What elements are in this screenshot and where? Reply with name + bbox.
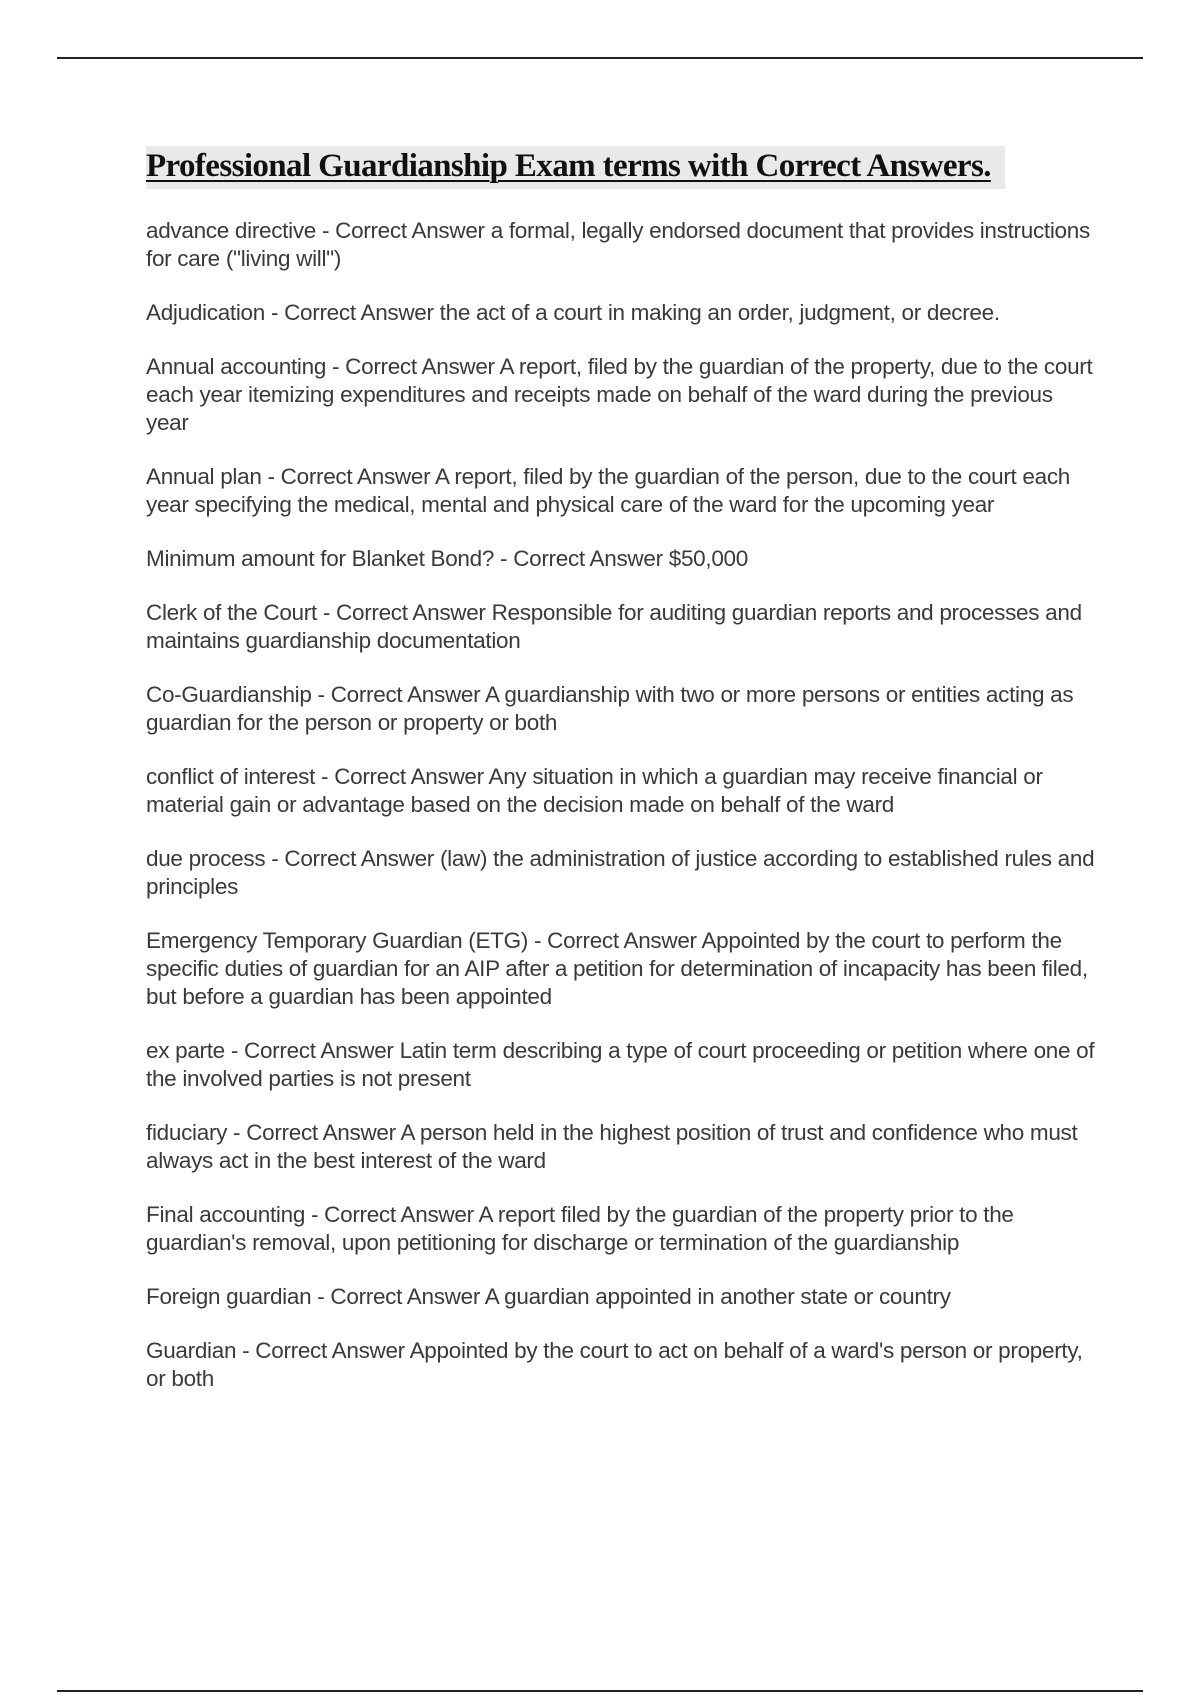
glossary-entry: [146, 1337, 1096, 1393]
entry-term: due process: [146, 846, 266, 871]
correct-answer-label: Correct Answer: [330, 682, 486, 707]
correct-answer-label: Correct Answer: [334, 764, 489, 789]
glossary-entry: [146, 681, 1096, 737]
glossary-entry: [146, 353, 1096, 437]
glossary-list: [146, 217, 1096, 1393]
entry-separator: -: [236, 1338, 256, 1363]
entry-term: Guardian: [146, 1338, 237, 1363]
entry-term: Foreign guardian: [146, 1284, 312, 1309]
glossary-entry: [146, 763, 1096, 819]
entry-definition: Responsible for auditing guardian reports and processes and maintains guardianship documentation: [146, 600, 1082, 653]
correct-answer-label: Correct Answer: [255, 1338, 410, 1363]
correct-answer-label: Correct Answer: [336, 600, 492, 625]
entry-definition: Appointed by the court to perform the specific duties of guardian for an AIP after a petition for determination of incapacity has been filed, but before a guardian has been appointed: [146, 928, 1088, 1009]
glossary-entry: [146, 299, 1096, 327]
entry-term: Annual accounting: [146, 354, 327, 379]
header-rule: [57, 57, 1143, 59]
entry-definition: Appointed by the court to act on behalf of a ward's person or property, or both: [146, 1338, 1083, 1391]
glossary-entry: [146, 927, 1096, 1011]
entry-definition: A guardian appointed in another state or country: [484, 1284, 951, 1309]
entry-term: Adjudication: [146, 300, 265, 325]
glossary-entry: [146, 545, 1096, 573]
entry-definition: A report, filed by the guardian of the property, due to the court each year itemizing expenditures and receipts made on behalf of the ward during the previous year: [146, 354, 1093, 435]
correct-answer-label: Correct Answer: [280, 464, 435, 489]
entry-separator: -: [224, 1038, 245, 1063]
entry-definition: Any situation in which a guardian may receive financial or material gain or advantage based on the decision made on behalf of the ward: [146, 764, 1043, 817]
correct-answer-label: Correct Answer: [246, 1120, 401, 1145]
entry-separator: -: [326, 354, 346, 379]
glossary-entry: [146, 1201, 1096, 1257]
entry-separator: -: [494, 546, 514, 571]
glossary-entry: [146, 217, 1096, 273]
document-body: [146, 146, 1096, 1419]
correct-answer-label: Correct Answer: [547, 928, 702, 953]
entry-definition: a formal, legally endorsed document that provides instructions for care ("living will"): [146, 218, 1090, 271]
correct-answer-label: Correct Answer: [345, 354, 500, 379]
footer-rule: [57, 1690, 1143, 1692]
glossary-entry: [146, 599, 1096, 655]
entry-definition: A report, filed by the guardian of the person, due to the court each year specifying the medical, mental and physical care of the ward for the upcoming year: [146, 464, 1071, 517]
entry-term: advance directive: [146, 218, 317, 243]
entry-term: Clerk of the Court: [146, 600, 317, 625]
correct-answer-label: Correct Answer: [324, 1202, 479, 1227]
entry-term: Minimum amount for Blanket Bond?: [146, 546, 495, 571]
glossary-entry: [146, 1037, 1096, 1093]
correct-answer-label: Correct Answer: [513, 546, 669, 571]
glossary-entry: [146, 463, 1096, 519]
entry-term: Final accounting: [146, 1202, 306, 1227]
correct-answer-label: Correct Answer: [335, 218, 491, 243]
entry-term: Co-Guardianship: [146, 682, 312, 707]
glossary-entry: [146, 845, 1096, 901]
glossary-entry: [146, 1283, 1096, 1311]
entry-separator: -: [315, 764, 335, 789]
entry-definition: A report filed by the guardian of the property prior to the guardian's removal, upon petitioning for discharge or termination of the guardianship: [146, 1202, 1014, 1255]
entry-separator: -: [261, 464, 281, 489]
entry-separator: -: [311, 682, 331, 707]
entry-term: conflict of interest: [146, 764, 316, 789]
entry-term: Annual plan: [146, 464, 262, 489]
entry-separator: -: [305, 1202, 325, 1227]
entry-separator: -: [528, 928, 548, 953]
correct-answer-label: Correct Answer: [284, 846, 440, 871]
entry-term: Emergency Temporary Guardian (ETG): [146, 928, 529, 953]
correct-answer-label: Correct Answer: [330, 1284, 485, 1309]
entry-separator: -: [265, 846, 285, 871]
correct-answer-label: Correct Answer: [284, 300, 440, 325]
entry-definition: A person held in the highest position of trust and confidence who must always act in the best interest of the ward: [146, 1120, 1078, 1173]
entry-separator: -: [316, 218, 336, 243]
entry-definition: Latin term describing a type of court proceeding or petition where one of the involved parties is not present: [146, 1038, 1095, 1091]
correct-answer-label: Correct Answer: [244, 1038, 400, 1063]
entry-definition: $50,000: [668, 546, 748, 571]
entry-separator: -: [227, 1120, 247, 1145]
entry-definition: the act of a court in making an order, judgment, or decree.: [439, 300, 1000, 325]
entry-definition: A guardianship with two or more persons or entities acting as guardian for the person or property or both: [146, 682, 1074, 735]
entry-separator: -: [265, 300, 285, 325]
entry-term: fiduciary: [146, 1120, 228, 1145]
glossary-entry: [146, 1119, 1096, 1175]
entry-term: ex parte: [146, 1038, 225, 1063]
entry-separator: -: [311, 1284, 331, 1309]
page-title: Professional Guardianship Exam terms with Correct Answers.: [146, 146, 1005, 189]
entry-separator: -: [316, 600, 337, 625]
entry-definition: (law) the administration of justice according to established rules and principles: [146, 846, 1095, 899]
